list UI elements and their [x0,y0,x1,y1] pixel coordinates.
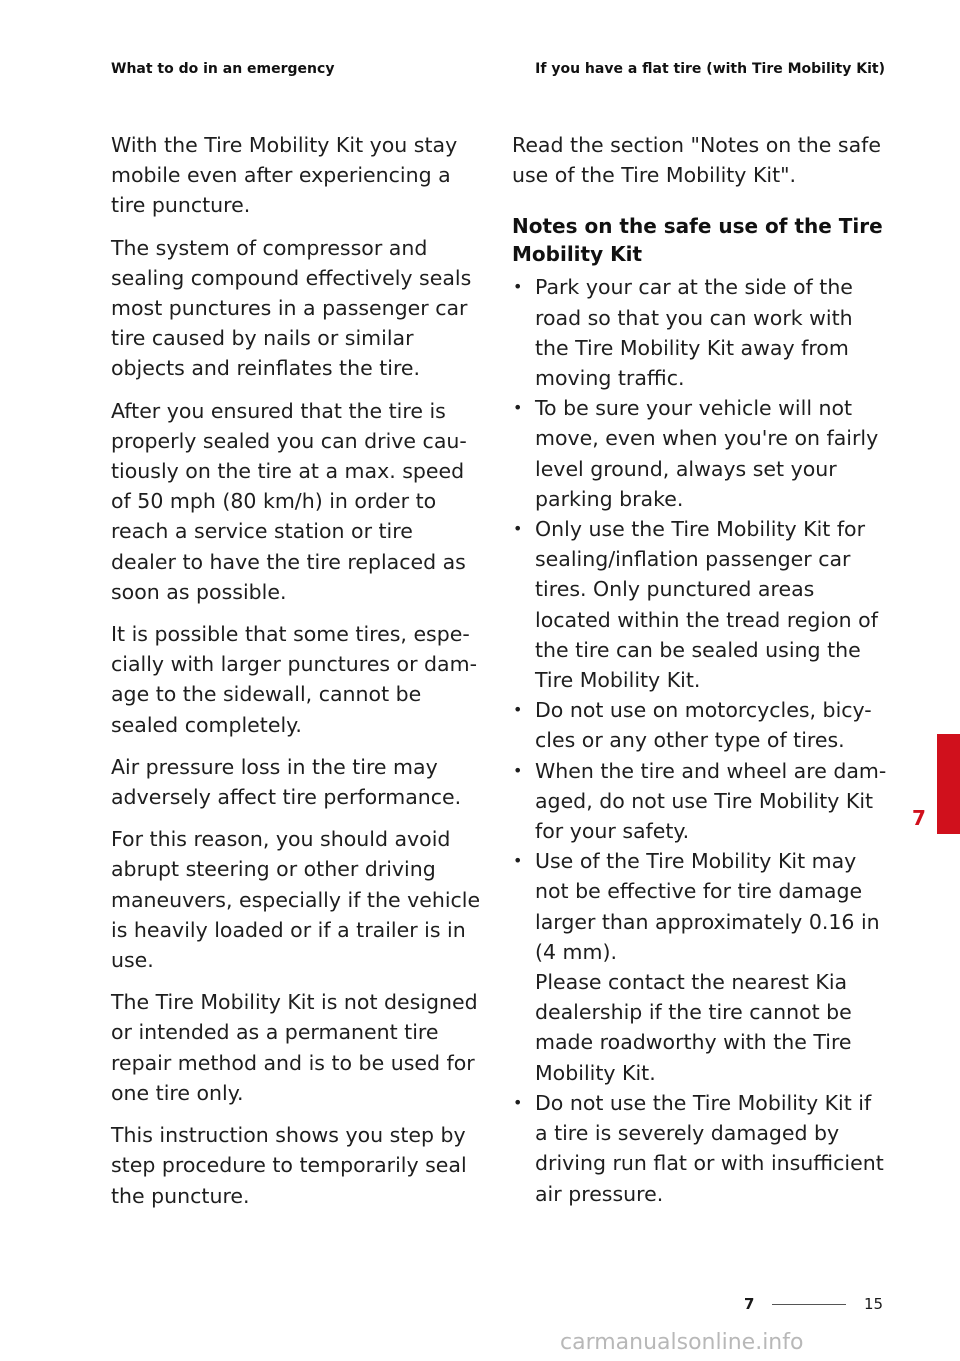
bullet-icon: • [513,277,523,297]
bullet-icon: • [513,851,523,871]
paragraph: After you ensured that the tire is properly sealed you can drive cau-tiously on the tire at a max. speed of 50 mph (80 km/h) in order to reach a service station or tire dealer to have the tire replaced as soon as possible. [111,398,467,604]
list-item: • Use of the Tire Mobility Kit may not be effective for tire damage larger than approximately 0.16 in (4 mm). Please contact the nearest Kia dealership if the tire cannot be made roadworthy with the Tire Mobility Kit. [512,846,887,1088]
intro-paragraph: Read the section "Notes on the safe use of the Tire Mobility Kit". [512,133,881,188]
list-item: • Only use the Tire Mobility Kit for sealing/inflation passenger car tires. Only punctured areas located within the tread region of the tire can be sealed using the Tire Mobility Kit. [512,514,887,695]
bullet-icon: • [513,1092,523,1112]
paragraph: It is possible that some tires, espe-cially with larger punctures or dam-age to the sidewall, cannot be sealed completely. [111,622,477,737]
bullet-icon: • [513,760,523,780]
list-item-note: Please contact the nearest Kia dealership if the tire cannot be made roadworthy with the Tire Mobility Kit. [535,970,852,1085]
chapter-tab [937,734,960,834]
running-header-topic: If you have a flat tire (with Tire Mobility Kit) [535,61,885,77]
paragraph: For this reason, you should avoid abrupt steering or other driving maneuvers, especially if the vehicle is heavily loaded or if a trailer is in use. [111,827,481,973]
chapter-tab-number: 7 [912,806,926,830]
safety-notes-list [512,272,887,1208]
paragraph: With the Tire Mobility Kit you stay mobile even after experiencing a tire puncture. [111,133,458,218]
bullet-icon: • [513,519,523,539]
paragraph: Air pressure loss in the tire may adversely affect tire performance. [111,754,462,810]
paragraph: The Tire Mobility Kit is not designed or intended as a permanent tire repair method and is to be used for one tire only. [111,990,478,1105]
paragraph: The system of compressor and sealing compound effectively seals most punctures in a passenger car tire caused by nails or similar objects and reinflates the tire. [111,235,472,381]
watermark: carmanualsonline.info [560,1330,804,1355]
footer-divider [772,1304,846,1305]
footer-page-number: 15 [864,1295,884,1313]
right-column [512,130,887,1209]
bullet-icon: • [513,700,523,720]
list-item: • Do not use on motorcycles, bicy-cles or any other type of tires. [512,695,887,755]
list-item: • When the tire and wheel are dam-aged, do not use Tire Mobility Kit for your safety. [512,756,887,847]
left-column [111,130,483,1223]
section-heading: Notes on the safe use of the Tire Mobility Kit [512,214,883,267]
running-header-section: What to do in an emergency [111,61,335,77]
paragraph: This instruction shows you step by step procedure to temporarily seal the puncture. [111,1123,467,1208]
bullet-icon: • [513,398,523,418]
list-item: • Do not use the Tire Mobility Kit if a tire is severely damaged by driving run flat or with insufficient air pressure. [512,1088,887,1209]
list-item: • Park your car at the side of the road so that you can work with the Tire Mobility Kit away from moving traffic. [512,272,887,393]
footer-chapter-number: 7 [744,1295,755,1313]
list-item: • To be sure your vehicle will not move, even when you're on fairly level ground, always set your parking brake. [512,393,887,514]
